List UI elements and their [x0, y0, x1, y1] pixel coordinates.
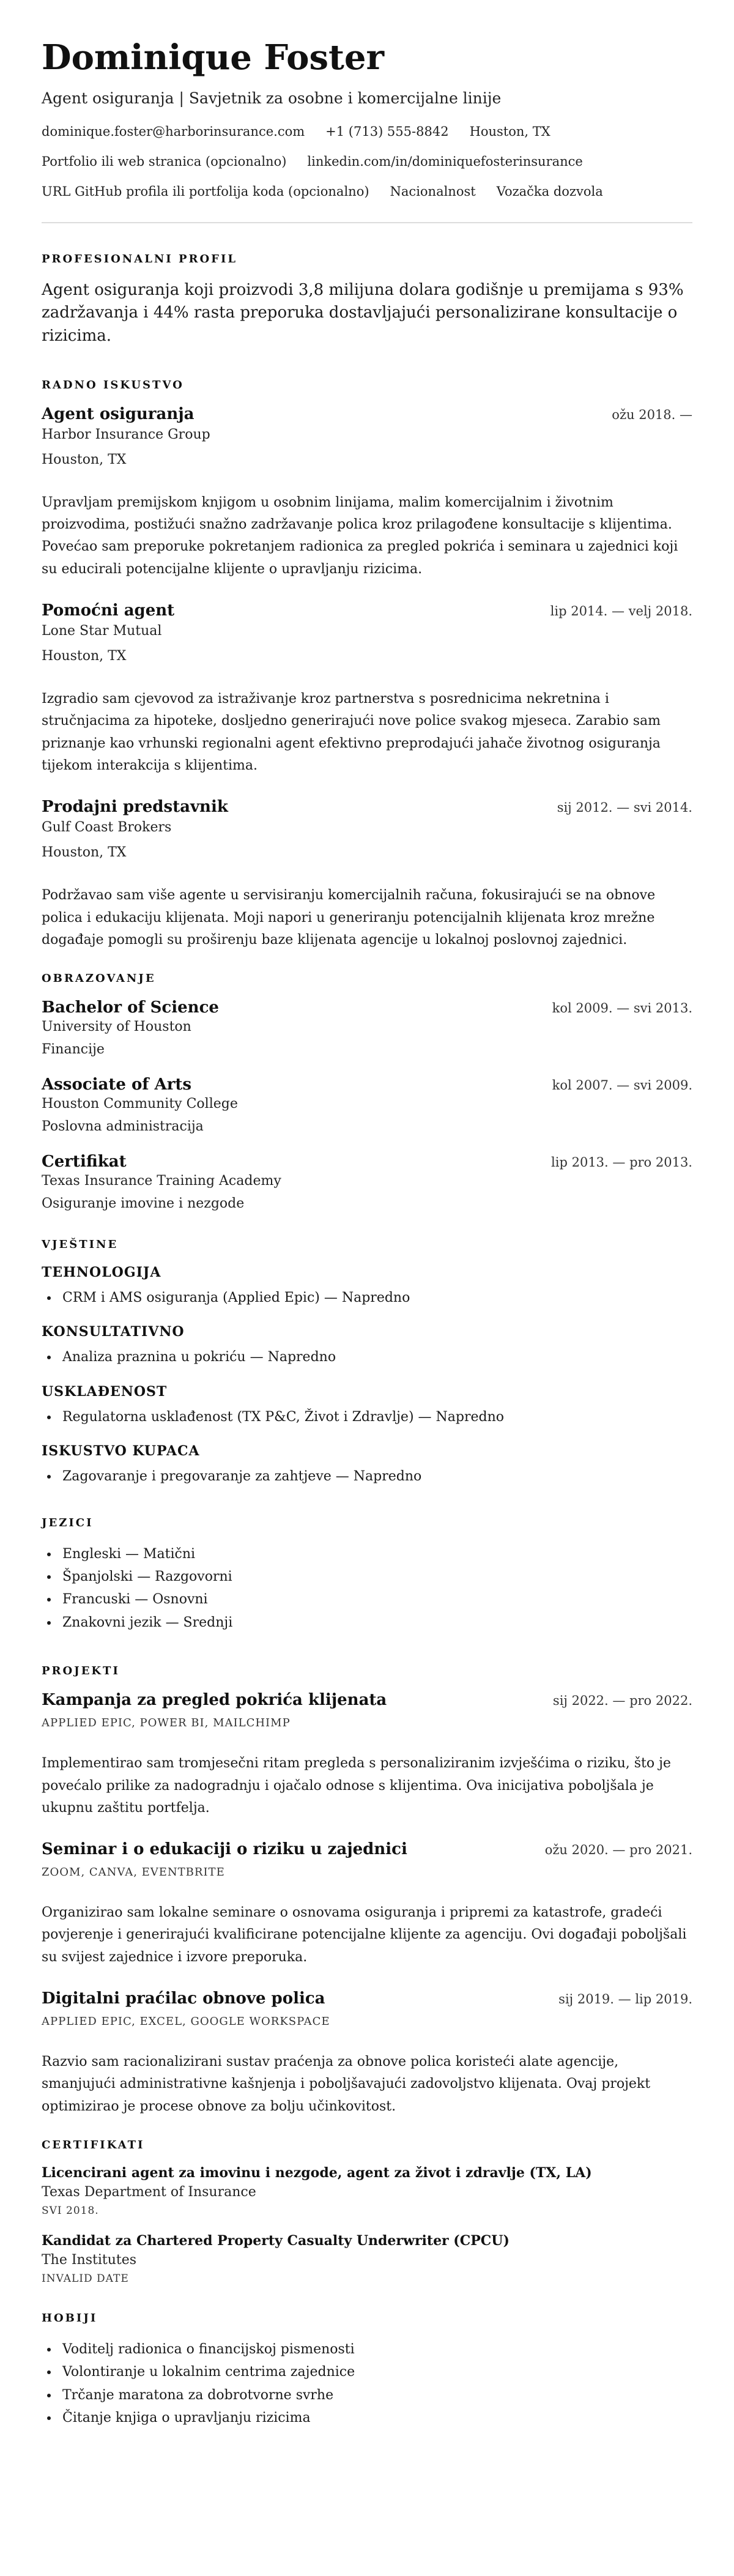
- degree: Certifikat: [42, 1153, 127, 1171]
- education-section: [42, 972, 692, 1211]
- phone-number[interactable]: +1 (713) 555-8842: [325, 124, 449, 139]
- language-item: • Španjolski — Razgovorni: [59, 1565, 692, 1588]
- job-title: Prodajni predstavnik: [42, 798, 228, 817]
- contact-row-3: [42, 183, 692, 201]
- employer: Harbor Insurance Group: [42, 426, 210, 442]
- job-description: Podržavao sam više agente u servisiranju komercijalnih računa, fokusirajući se na obnove polica i edukaciju klijenata. Moji napori u generiranju potencijalnih klijenata kroz mrežne događaje pomogli su proširenju baze klijenata agencije u lokalnoj poslovnoj zajednici.: [42, 888, 656, 948]
- skill-group-title: ISKUSTVO KUPACA: [42, 1443, 200, 1460]
- job-dates: sij 2012. — svi 2014.: [557, 800, 692, 815]
- job-location: Houston, TX: [42, 451, 127, 467]
- skill-group: [42, 1384, 692, 1428]
- email-link[interactable]: dominique.foster@harborinsurance.com: [42, 124, 305, 139]
- skill-item: • Analiza praznina u pokriću — Napredno: [59, 1346, 692, 1368]
- certificate-entry: [42, 2233, 692, 2285]
- field-of-study: Poslovna administracija: [42, 1119, 204, 1135]
- job-dates: ožu 2018. —: [612, 407, 692, 422]
- project-description: Implementirao sam tromjesečni ritam pregleda s personaliziranim izvješćima o riziku, što je povećalo prilike za nadogradnju i ojačalo odnose s klijentima. Ova inicijativa poboljšala je ukupnu zaštitu portfelja.: [42, 1756, 671, 1816]
- skill-item: • Zagovaranje i pregovaranje za zahtjeve — Napredno: [59, 1465, 692, 1488]
- job-location: Houston, TX: [42, 845, 127, 861]
- projects-section: [42, 1665, 692, 2118]
- experience-entry: [42, 798, 692, 951]
- language-item: • Francuski — Osnovni: [59, 1588, 692, 1611]
- project-description: Razvio sam racionalizirani sustav praćenja za obnove polica koristeći alate agencije, smanjujući administrativne kašnjenja i poboljšavajući zadovoljstvo klijenata. Ovaj projekt optimizirao je procese obnove za bolju učinkovitost.: [42, 2054, 651, 2114]
- profile-section: [42, 253, 692, 348]
- certificate-date: SVI 2018.: [42, 2204, 99, 2217]
- certificate-date: INVALID DATE: [42, 2272, 129, 2285]
- education-entry: [42, 998, 692, 1057]
- project-tech: APPLIED EPIC, POWER BI, MAILCHIMP: [42, 1717, 291, 1730]
- education-dates: lip 2013. — pro 2013.: [551, 1155, 692, 1170]
- employer: Lone Star Mutual: [42, 623, 162, 639]
- project-entry: [42, 1840, 692, 1969]
- hobbies-section: [42, 2312, 692, 2430]
- section-title-hobbies: HOBIJI: [42, 2311, 98, 2325]
- project-entry: [42, 1989, 692, 2118]
- certificate-issuer: Texas Department of Insurance: [42, 2184, 256, 2200]
- profile-summary: Agent osiguranja koji proizvodi 3,8 milijuna dolara godišnje u premijama s 93% zadržavanja i 44% rasta preporuka dostavljajući personalizirane konsultacije o rizicima.: [42, 280, 684, 346]
- skill-group: [42, 1443, 692, 1488]
- project-entry: [42, 1691, 692, 1819]
- hobby-item: • Voditelj radionica o financijskoj pismenosti: [59, 2338, 692, 2361]
- education-entry: [42, 1075, 692, 1134]
- certificate-name: Kandidat za Chartered Property Casualty Underwriter (CPCU): [42, 2232, 510, 2249]
- drivers-license: Vozačka dozvola: [496, 184, 603, 199]
- job-title: Pomoćni agent: [42, 601, 175, 620]
- project-tech: ZOOM, CANVA, EVENTBRITE: [42, 1866, 225, 1879]
- language-item: • Engleski — Matični: [59, 1543, 692, 1565]
- job-title: Agent osiguranja: [42, 404, 195, 423]
- hobby-item: • Volontiranje u lokalnim centrima zajednice: [59, 2361, 692, 2383]
- languages-list: [42, 1543, 692, 1635]
- section-title-certificates: CERTIFIKATI: [42, 2138, 145, 2151]
- field-of-study: Osiguranje imovine i nezgode: [42, 1196, 245, 1212]
- resume-header: [42, 39, 692, 223]
- location: Houston, TX: [469, 124, 550, 139]
- github-link[interactable]: URL GitHub profila ili portfolija koda (opcionalno): [42, 184, 369, 199]
- field-of-study: Financije: [42, 1042, 105, 1058]
- job-description: Upravljam premijskom knjigom u osobnim linijama, malim komercijalnim i životnim proizvodima, postižući snažno zadržavanje polica kroz prilagođene konsultacije s klijentima. Povećao sam preporuke pokretanjem radionica za pregled pokrića i seminara u zajednici koji su educirali potencijalne klijente o upravljanju rizicima.: [42, 494, 678, 577]
- job-location: Houston, TX: [42, 648, 127, 664]
- skill-group-title: TEHNOLOGIJA: [42, 1264, 161, 1281]
- portfolio-link[interactable]: Portfolio ili web stranica (opcionalno): [42, 154, 287, 169]
- degree: Associate of Arts: [42, 1075, 192, 1094]
- project-tech: APPLIED EPIC, EXCEL, GOOGLE WORKSPACE: [42, 2015, 330, 2028]
- experience-entry: [42, 601, 692, 777]
- language-item: • Znakovni jezik — Srednji: [59, 1611, 692, 1634]
- school: University of Houston: [42, 1019, 191, 1035]
- contact-row-2: [42, 153, 692, 171]
- project-dates: ožu 2020. — pro 2021.: [544, 1843, 692, 1858]
- skill-item: • Regulatorna usklađenost (TX P&C, Život i Zdravlje) — Napredno: [59, 1406, 692, 1428]
- header-divider: [42, 222, 692, 223]
- job-description: Izgradio sam cjevovod za istraživanje kroz partnerstva s posrednicima nekretnina i stručnjacima za hipoteke, dosljedno generirajući nove police svakog mjeseca. Zarabio sam priznanje kao vrhunski regionalni agent efektivno preprodajući jahače životnog osiguranja tijekom interakcija s klijentima.: [42, 691, 661, 773]
- project-dates: sij 2022. — pro 2022.: [552, 1693, 692, 1709]
- project-name: Kampanja za pregled pokrića klijenata: [42, 1691, 387, 1710]
- certificates-section: [42, 2139, 692, 2285]
- experience-entry: [42, 405, 692, 581]
- skill-group-title: USKLAĐENOST: [42, 1383, 168, 1400]
- education-dates: kol 2009. — svi 2013.: [552, 1001, 692, 1016]
- hobby-item: • Čitanje knjiga o upravljanju rizicima: [59, 2407, 692, 2429]
- school: Houston Community College: [42, 1096, 238, 1112]
- project-dates: sij 2019. — lip 2019.: [558, 1992, 692, 2006]
- nationality: Nacionalnost: [390, 184, 476, 199]
- certificate-issuer: The Institutes: [42, 2252, 137, 2268]
- section-title-education: OBRAZOVANJE: [42, 972, 156, 985]
- section-title-experience: RADNO ISKUSTVO: [42, 378, 184, 392]
- candidate-name: Dominique Foster: [42, 37, 384, 78]
- certificate-name: Licencirani agent za imovinu i nezgode, agent za život i zdravlje (TX, LA): [42, 2164, 592, 2181]
- project-name: Digitalni praćilac obnove polica: [42, 1989, 325, 2008]
- education-entry: [42, 1153, 692, 1211]
- project-name: Seminar i o edukaciji o riziku u zajednici: [42, 1840, 407, 1859]
- skill-group-title: KONSULTATIVNO: [42, 1324, 185, 1340]
- skills-section: [42, 1238, 692, 1488]
- job-dates: lip 2014. — velj 2018.: [550, 604, 692, 619]
- section-title-profile: PROFESIONALNI PROFIL: [42, 252, 238, 265]
- employer: Gulf Coast Brokers: [42, 820, 172, 836]
- section-title-skills: VJEŠTINE: [42, 1238, 119, 1252]
- skill-group: [42, 1324, 692, 1368]
- hobby-item: • Trčanje maratona za dobrotvorne svrhe: [59, 2384, 692, 2407]
- school: Texas Insurance Training Academy: [42, 1173, 281, 1189]
- headline: Agent osiguranja | Savjetnik za osobne i komercijalne linije: [42, 89, 502, 107]
- section-title-languages: JEZICI: [42, 1516, 94, 1529]
- languages-section: [42, 1516, 692, 1635]
- linkedin-link[interactable]: linkedin.com/in/dominiquefosterinsurance: [307, 154, 583, 169]
- degree: Bachelor of Science: [42, 998, 219, 1017]
- hobbies-list: [42, 2338, 692, 2430]
- skill-group: [42, 1264, 692, 1309]
- education-dates: kol 2007. — svi 2009.: [552, 1078, 692, 1093]
- skill-item: • CRM i AMS osiguranja (Applied Epic) — Napredno: [59, 1286, 692, 1309]
- section-title-projects: PROJEKTI: [42, 1665, 120, 1678]
- contact-row-1: [42, 123, 692, 141]
- certificate-entry: [42, 2165, 692, 2217]
- experience-section: [42, 379, 692, 951]
- project-description: Organizirao sam lokalne seminare o osnovama osiguranja i pripremi za katastrofe, gradeći povjerenje i generirajući kvalificirane potencijalne klijente za agenciju. Ovi događaji poboljšali su svijest zajednice i izvore preporuka.: [42, 1905, 687, 1965]
